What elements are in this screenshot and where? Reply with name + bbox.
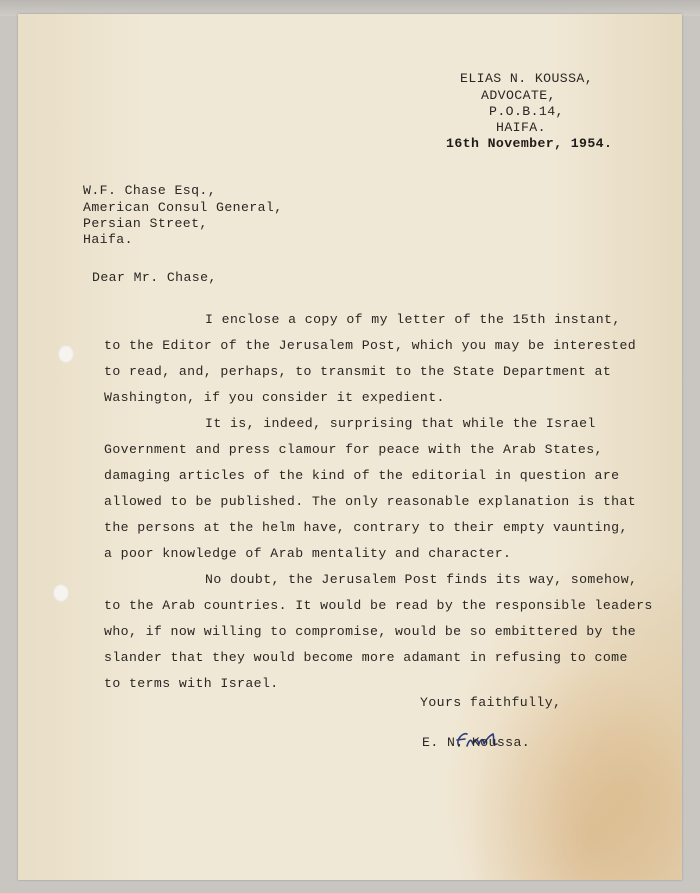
body-line: No doubt, the Jerusalem Post finds its way, somehow, bbox=[205, 572, 638, 587]
body-line: the persons at the helm have, contrary to their empty vaunting, bbox=[104, 520, 628, 535]
body-line: Government and press clamour for peace with the Arab States, bbox=[104, 442, 603, 457]
signature-name: E. N. Koussa. bbox=[422, 735, 531, 750]
body-line: damaging articles of the kind of the editorial in question are bbox=[104, 468, 620, 483]
body-line: a poor knowledge of Arab mentality and character. bbox=[104, 546, 512, 561]
punch-hole-top bbox=[58, 345, 74, 363]
body-line: It is, indeed, surprising that while the Israel bbox=[205, 416, 596, 431]
letter-page bbox=[18, 14, 682, 880]
letter-date: 16th November, 1954. bbox=[446, 136, 613, 151]
body-line: slander that they would become more adamant in refusing to come bbox=[104, 650, 628, 665]
letterhead-pobox: P.O.B.14, bbox=[489, 104, 564, 119]
recipient-line-2: American Consul General, bbox=[83, 200, 283, 215]
closing: Yours faithfully, bbox=[420, 695, 562, 710]
recipient-line-4: Haifa. bbox=[83, 232, 133, 247]
body-line: allowed to be published. The only reasonable explanation is that bbox=[104, 494, 637, 509]
body-line: to read, and, perhaps, to transmit to the State Department at bbox=[104, 364, 612, 379]
body-line: I enclose a copy of my letter of the 15th instant, bbox=[205, 312, 621, 327]
recipient-line-1: W.F. Chase Esq., bbox=[83, 183, 217, 198]
body-line: to the Arab countries. It would be read by the responsible leaders bbox=[104, 598, 653, 613]
body-line: Washington, if you consider it expedient. bbox=[104, 390, 445, 405]
punch-hole-bottom bbox=[53, 584, 69, 602]
letterhead-city: HAIFA. bbox=[496, 120, 546, 135]
body-line: to the Editor of the Jerusalem Post, which you may be interested bbox=[104, 338, 637, 353]
body-line: who, if now willing to compromise, would be so embittered by the bbox=[104, 624, 637, 639]
letterhead-name: ELIAS N. KOUSSA, bbox=[460, 71, 594, 86]
body-line: to terms with Israel. bbox=[104, 676, 279, 691]
recipient-line-3: Persian Street, bbox=[83, 216, 208, 231]
salutation: Dear Mr. Chase, bbox=[92, 270, 217, 285]
letterhead-title: ADVOCATE, bbox=[481, 88, 556, 103]
